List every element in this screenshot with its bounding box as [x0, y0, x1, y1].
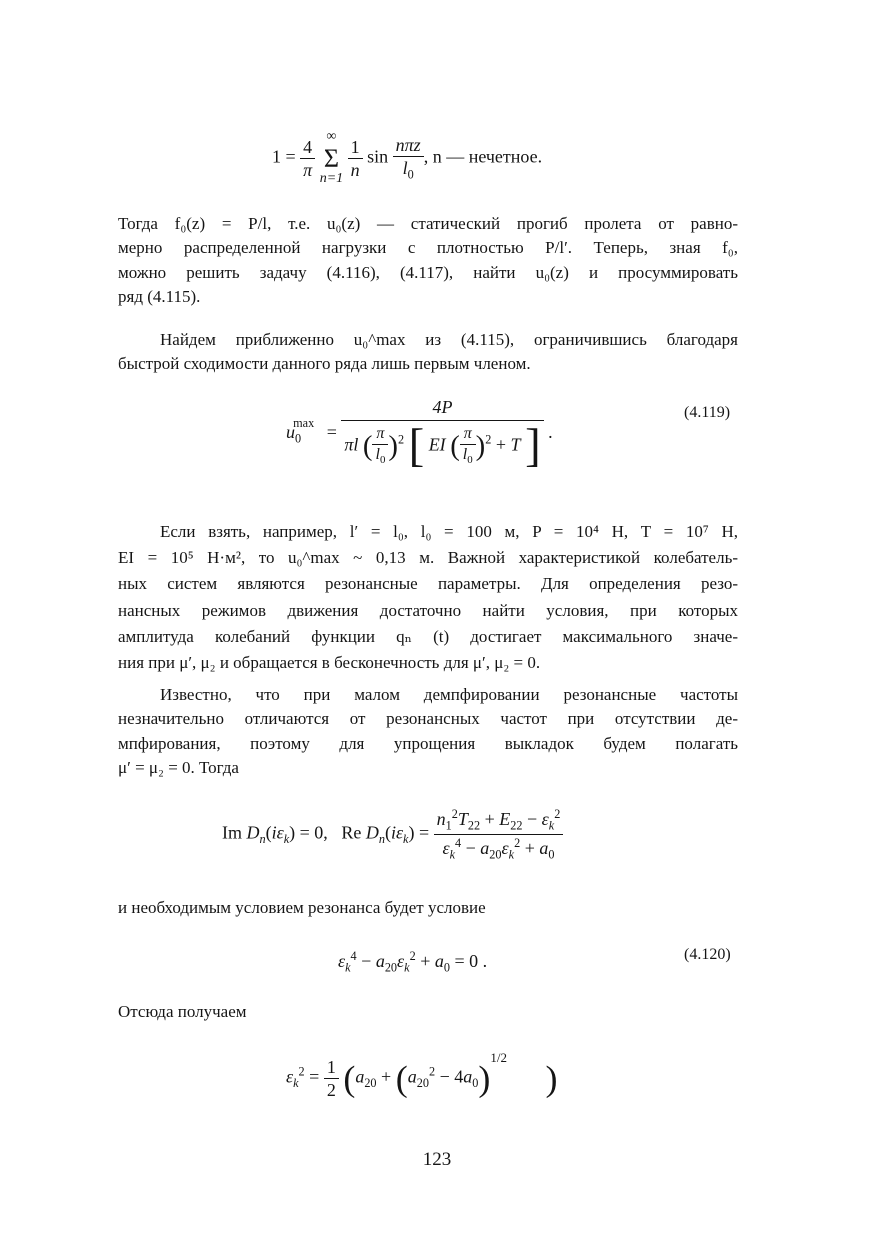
page-number: 123	[422, 1149, 452, 1170]
text-line: быстрой сходимости данного ряда лишь первым членом.	[118, 354, 531, 374]
paragraph-2	[118, 328, 738, 377]
text-line: незначительно отличаются от резонансных частот при отсутствии де-	[118, 709, 738, 729]
text-line: Отсюда получаем	[118, 1002, 247, 1021]
paragraph-5	[118, 896, 738, 920]
text-line: Известно, что при малом демпфировании резонансные частоты	[160, 685, 738, 704]
series-formula: 1 = $\frac{4}{\pi}$ ∞ Σ n=1 $\frac{1}{n}$ sin $\frac{\text{nπz}}{l_0}$ , n — нечетное.	[272, 129, 543, 186]
text-line: и необходимым условием резонанса будет условие	[118, 898, 486, 917]
text-line: Найдем приближенно u₀^max из (4.115), ограничившись благодаря	[160, 330, 738, 349]
text-line: можно решить задачу (4.116), (4.117), найти u₀(z) и просуммировать	[118, 262, 738, 282]
text-line: мпфирования, поэтому для упрощения выкладок будем полагать	[118, 733, 738, 753]
epsilon-formula: $\varepsilon_k^2$ = $\frac{1}{2}$ ($a_{20} + (a_{20}^2 - 4a_0)^{1/2}$ )	[286, 1049, 558, 1100]
text-line: нансных режимов движения достаточно найти условия, при которых	[118, 600, 738, 620]
text-line: мерно распределенной нагрузки с плотностью P/l′. Теперь, зная f₀,	[118, 238, 738, 258]
equation-number: (4.120)	[684, 946, 731, 963]
text-line: ния при μ′, μ₂ и обращается в бесконечность для μ′, μ₂ = 0.	[118, 653, 541, 673]
paragraph-6	[118, 1000, 738, 1024]
paragraph-4	[118, 683, 738, 780]
text-line: ряд (4.115).	[118, 286, 201, 306]
text-line: EI = 10⁵ Н·м², то u₀^max ~ 0,13 м. Важной характеристикой колебатель-	[118, 548, 738, 568]
equation-4-119: $u_0^{max}$ = 4P πl ( $\frac{\pi}{l_0}$ )$^2$ [ EI ( $\frac{\pi}{l_0}$ )$^2$ + T ] .	[286, 397, 553, 472]
paragraph-3	[118, 519, 738, 676]
equation-number: (4.119)	[684, 404, 731, 421]
equation-4-120: $\varepsilon_k^4 - a_{20}\varepsilon_k^2 + a_0 = 0$ .	[338, 949, 488, 975]
text-line: Если взять, например, l′ = l₀, l₀ = 100 м, P = 10⁴ Н, T = 10⁷ Н,	[160, 522, 738, 541]
text-line: μ′ = μ₂ = 0. Тогда	[118, 757, 239, 777]
text-line: ных систем являются резонансные параметры. Для определения резо-	[118, 574, 738, 594]
resonance-formula: Im $D_n(i\varepsilon_k) = 0$, Re $D_n(i\varepsilon_k)$ = $\frac{n_1^2T_{22} + E_{22} - \varepsilon_k^2}{\varepsilon_k^4 - a_{20}\varepsilon_k^2 + a_0}$	[222, 808, 563, 861]
text-line: Тогда f₀(z) = P/l, т.е. u₀(z) — статический прогиб пролета от равно-	[118, 214, 738, 233]
series-rhs: , n — нечетное.	[423, 146, 543, 167]
paragraph-1	[118, 212, 738, 309]
text-line: амплитуда колебаний функции qₙ (t) достигает максимального значе-	[118, 626, 738, 646]
